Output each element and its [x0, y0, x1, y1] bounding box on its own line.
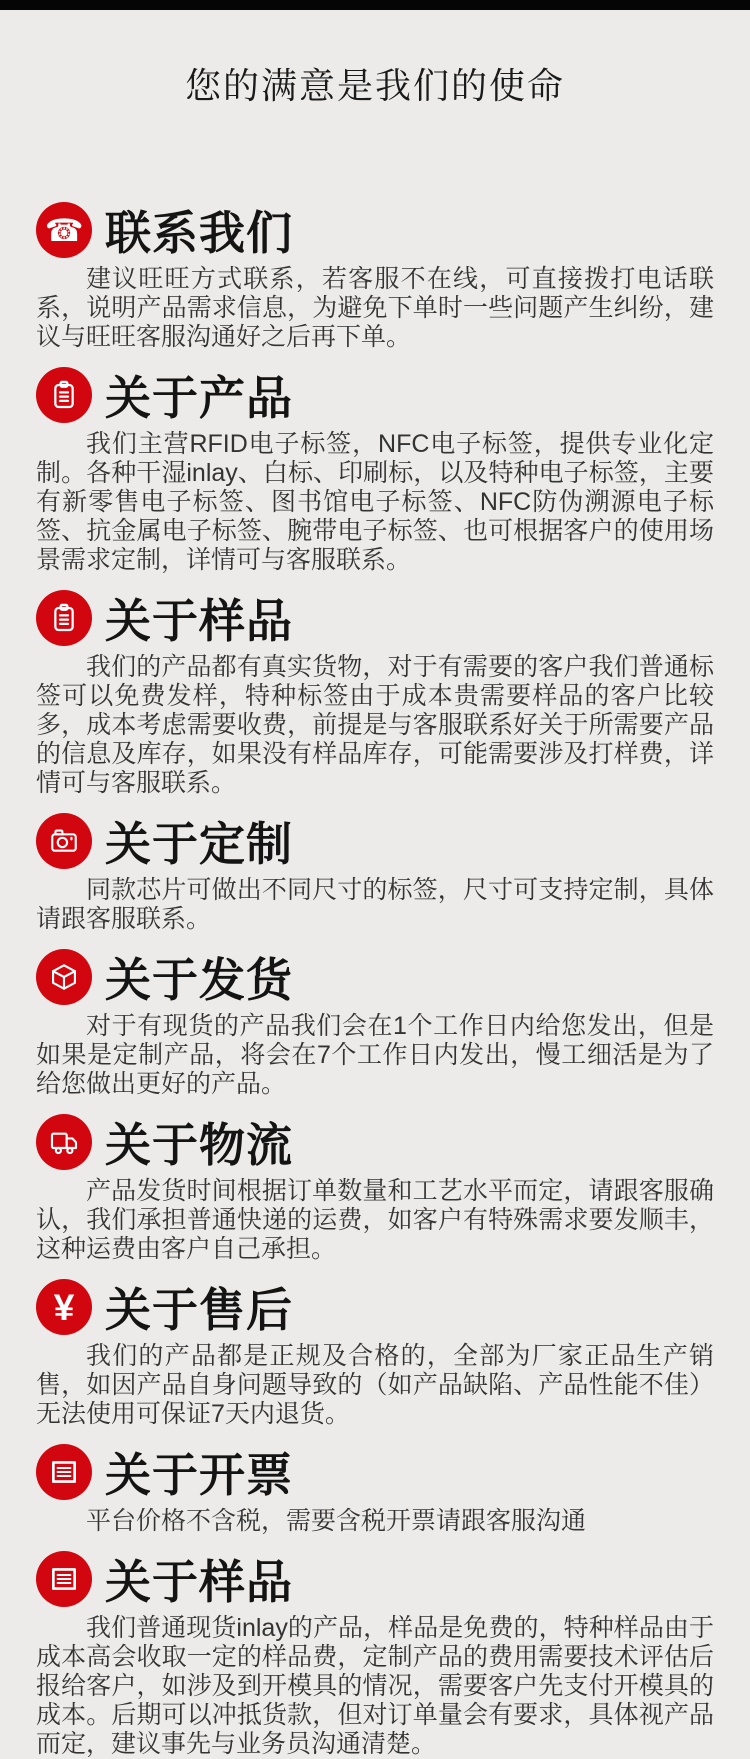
section-about-sample: [36, 589, 714, 798]
section-header: [36, 201, 714, 259]
section-title: 关于样品: [105, 595, 293, 647]
section-body-text: 对于有现货的产品我们会在1个工作日内给您发出，但是如果是定制产品，将会在7个工作日内发出，慢工细活是为了给您做出更好的产品。: [36, 1012, 714, 1098]
section-header: [36, 812, 714, 870]
top-divider-bar: [0, 0, 750, 10]
section-about-logistics: [36, 1113, 714, 1264]
page-title: 您的满意是我们的使命: [184, 65, 565, 106]
section-body-text: 建议旺旺方式联系，若客服不在线，可直接拨打电话联系，说明产品需求信息，为避免下单时一些问题产生纠纷，建议与旺旺客服沟通好之后再下单。: [36, 265, 714, 351]
section-about-after-sales: [36, 1278, 714, 1429]
service-sections: [0, 201, 750, 1759]
section-body-text: 我们主营RFID电子标签，NFC电子标签，提供专业化定制。各种干湿inlay、白标、印刷标，以及特种电子标签，主要有新零售电子标签、图书馆电子标签、NFC防伪溯源电子标签、抗金属电子标签、腕带电子标签、也可根据客户的使用场景需求定制，详情可与客服联系。: [36, 430, 714, 574]
yuan-glyph: ¥: [53, 1286, 75, 1328]
section-about-shipping: [36, 948, 714, 1099]
section-body-text: 我们普通现货inlay的产品，样品是免费的，特种样品由于成本高会收取一定的样品费，定制产品的费用需要技术评估后报给客户，如涉及到开模具的情况，需要客户先支付开模具的成本。后期可以冲抵货款，但对订单量会有要求，具体视产品而定，建议事先与业务员沟通清楚。: [36, 1614, 714, 1758]
phone-glyph: ☎: [44, 212, 84, 248]
section-body-text: 我们的产品都是正规及合格的，全部为厂家正品生产销售，如因产品自身问题导致的（如产品缺陷、产品性能不佳）无法使用可保证7天内退货。: [36, 1342, 714, 1428]
section-header: [36, 589, 714, 647]
section-body-text: 同款芯片可做出不同尺寸的标签，尺寸可支持定制，具体请跟客服联系。: [36, 876, 714, 933]
section-header: [36, 1113, 714, 1171]
section-title: 联系我们: [105, 207, 293, 259]
section-title: 关于产品: [105, 372, 293, 424]
section-body-text: 我们的产品都有真实货物，对于有需要的客户我们普通标签可以免费发样，特种标签由于成本贵需要样品的客户比较多，成本考虑需要收费，前提是与客服联系好关于所需要产品的信息及库存，如果没有样品库存，可能需要涉及打样费，详情可与客服联系。: [36, 653, 714, 797]
clipboard-icon: [36, 367, 92, 423]
section-header: [36, 1550, 714, 1608]
section-about-customization: [36, 812, 714, 934]
section-title: 关于售后: [105, 1284, 293, 1336]
section-body-text: 产品发货时间根据订单数量和工艺水平而定，请跟客服确认，我们承担普通快递的运费，如客户有特殊需求要发顺丰，这种运费由客户自己承担。: [36, 1177, 714, 1263]
invoice-icon: [36, 1444, 92, 1500]
section-title: 关于物流: [105, 1119, 293, 1171]
section-title: 关于开票: [105, 1449, 293, 1501]
section-body-text: 平台价格不含税，需要含税开票请跟客服沟通: [86, 1507, 587, 1535]
phone-icon: [36, 202, 92, 258]
clipboard-icon: [36, 590, 92, 646]
section-header: [36, 1278, 714, 1336]
section-about-product: [36, 366, 714, 575]
section-header: [36, 366, 714, 424]
camera-icon: [36, 813, 92, 869]
truck-icon: [36, 1114, 92, 1170]
section-about-sample-fees: [36, 1550, 714, 1759]
document-icon: [36, 1551, 92, 1607]
yuan-icon: [36, 1279, 92, 1335]
section-header: [36, 948, 714, 1006]
section-header: [36, 1443, 714, 1501]
section-title: 关于样品: [105, 1556, 293, 1608]
section-title: 关于定制: [105, 818, 293, 870]
section-about-invoicing: [36, 1443, 714, 1536]
section-contact-us: [36, 201, 714, 352]
box-icon: [36, 949, 92, 1005]
section-title: 关于发货: [105, 954, 293, 1006]
